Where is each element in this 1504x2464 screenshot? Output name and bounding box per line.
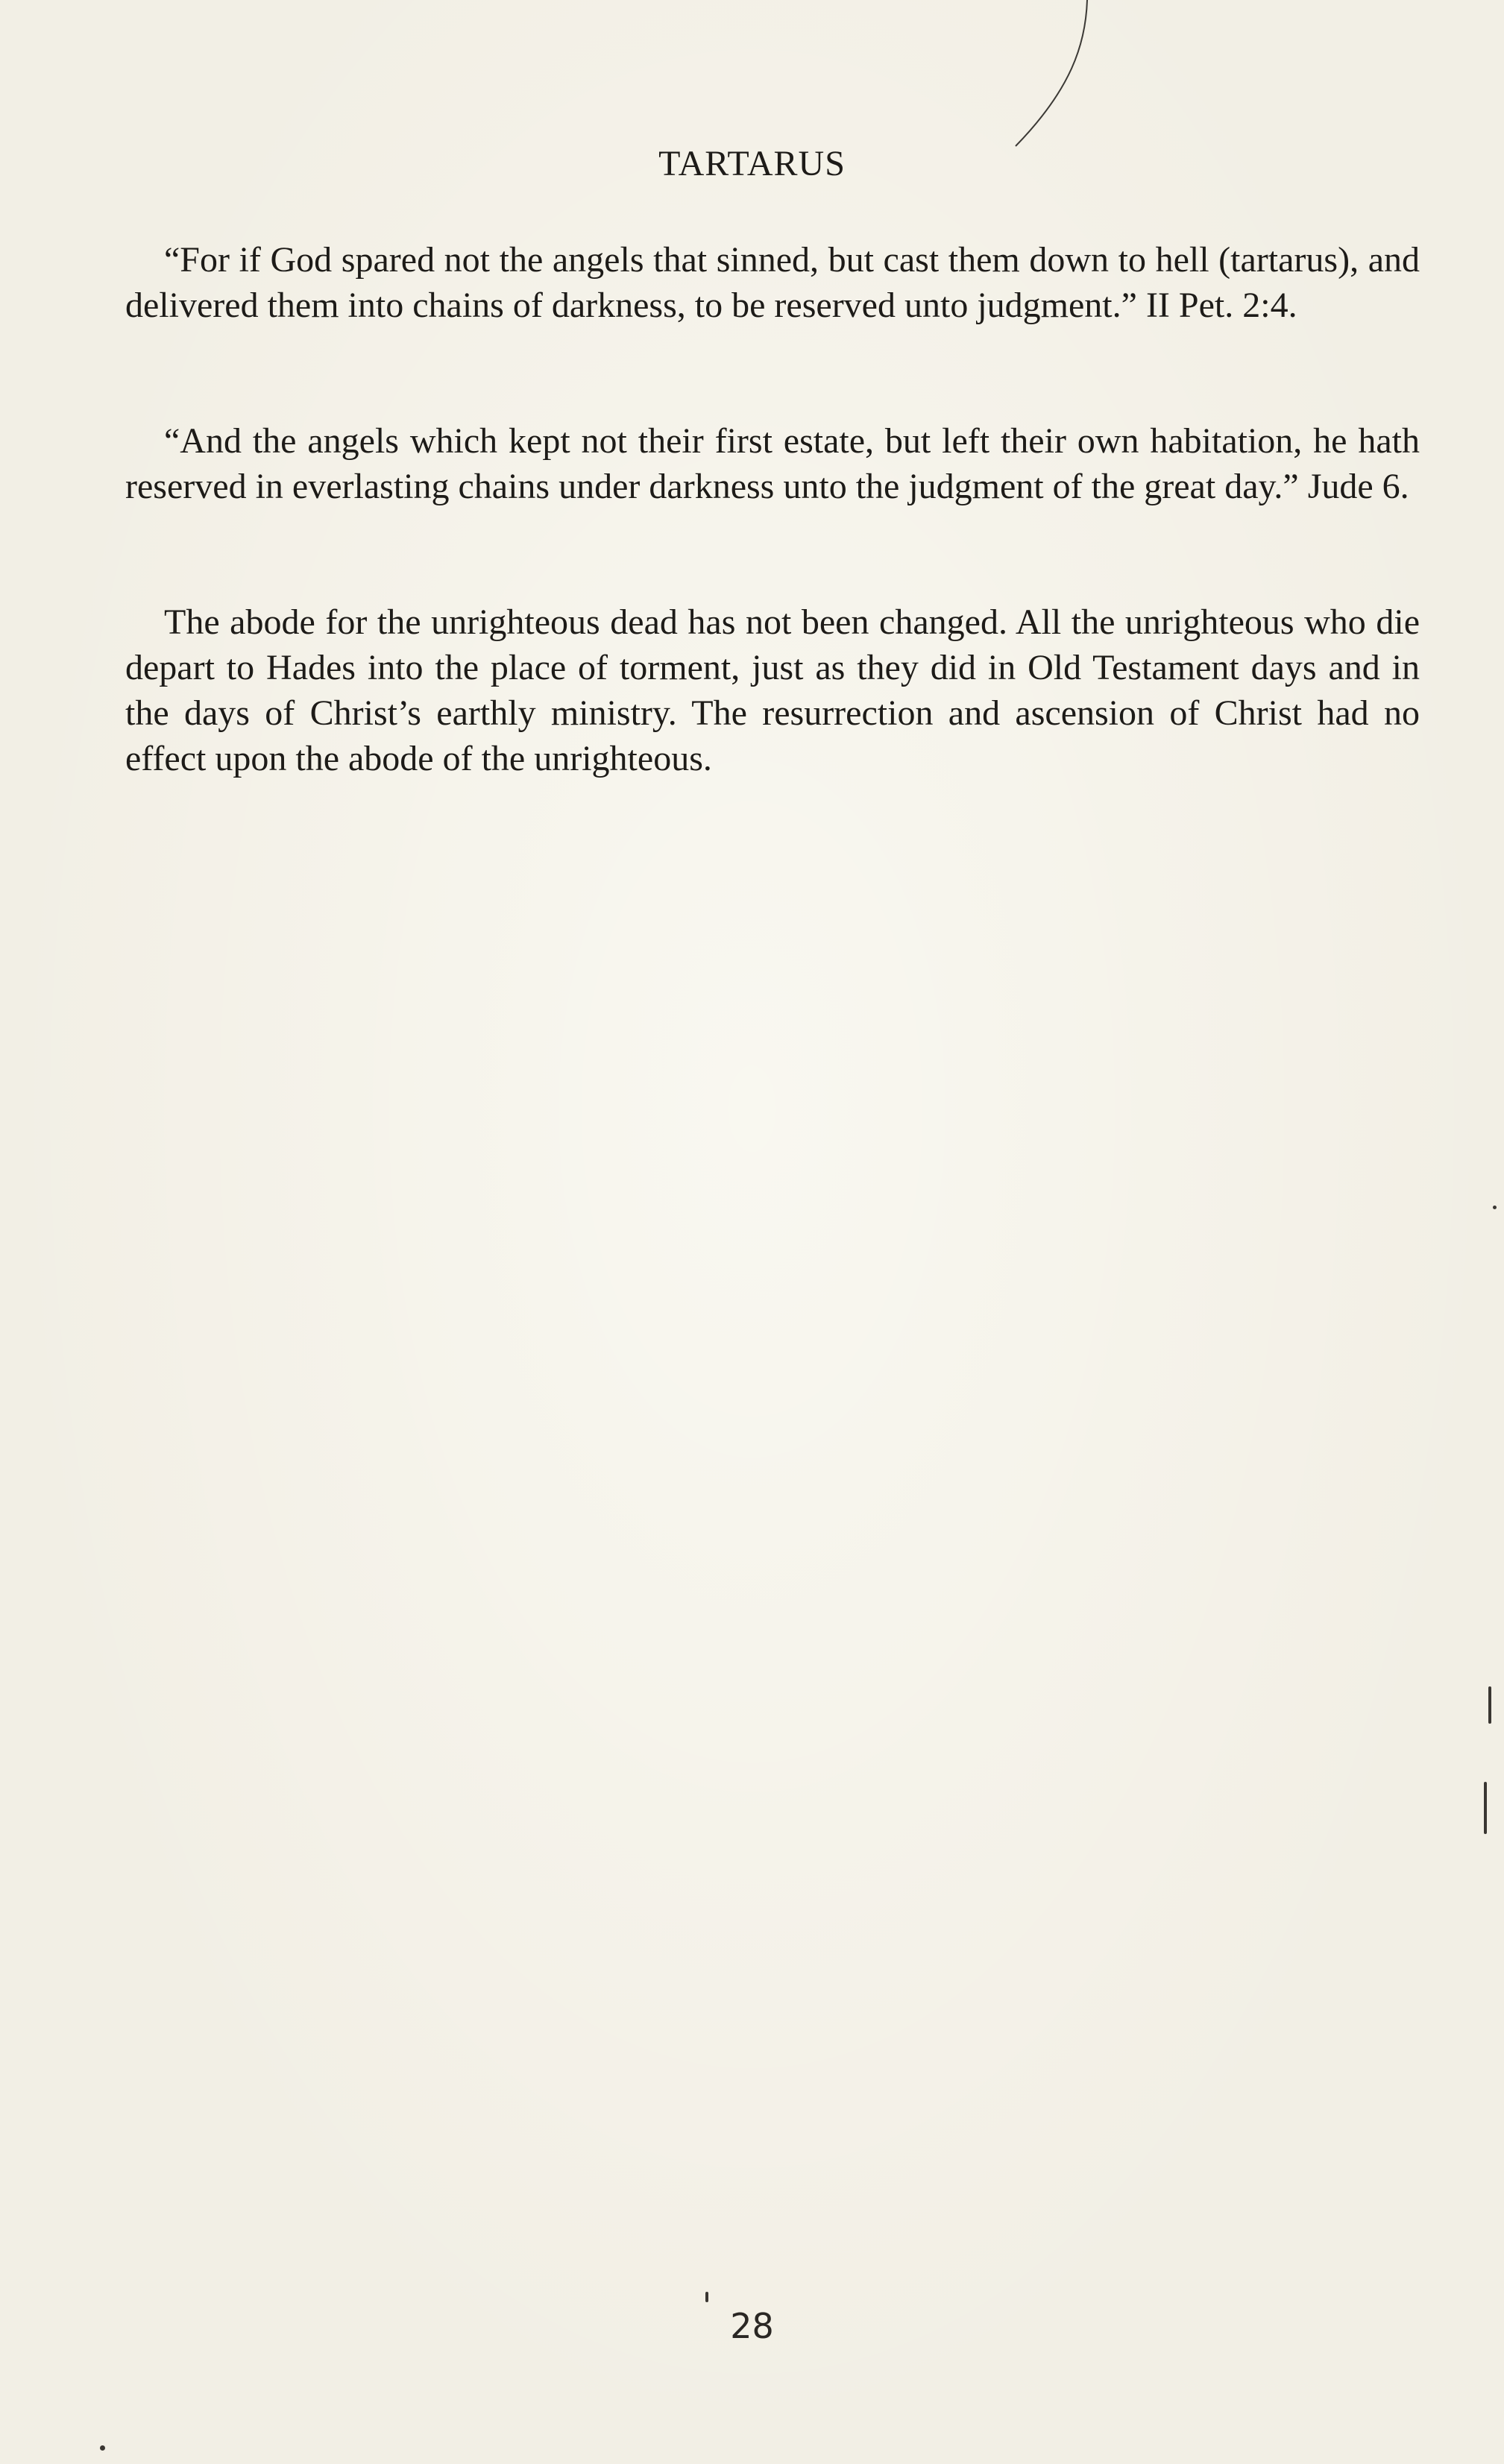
ink-speck	[100, 2445, 105, 2451]
ink-speck	[705, 2292, 708, 2302]
scripture-quote-peter: “For if God spared not the angels that sinned, but cast them down to hell (tartarus), and delivered them into chains of darkness, to be reserved unto judgment.” II Pet. 2:4.	[125, 240, 1420, 325]
scripture-quote-jude: “And the angels which kept not their first estate, but left their own habitation, he hath reserved in everlasting chains under darkness unto the judgment of the great day.” Jude 6.	[125, 421, 1420, 506]
body-paragraph: The abode for the unrighteous dead has not been changed. All the unrighteous who die depart to Hades into the place of torment, just as they did in Old Testament days and in the days of Christ’s earthly ministry. The resurrection and ascension of Christ had no effect upon the abode of the unrighteous.	[125, 602, 1420, 778]
pen-stroke-mark	[999, 0, 1104, 157]
margin-mark	[1484, 1782, 1487, 1834]
margin-mark	[1488, 1686, 1491, 1724]
page-number: 28	[730, 2306, 774, 2346]
ink-speck	[1493, 1206, 1497, 1209]
page-heading: TARTARUS	[658, 144, 846, 183]
